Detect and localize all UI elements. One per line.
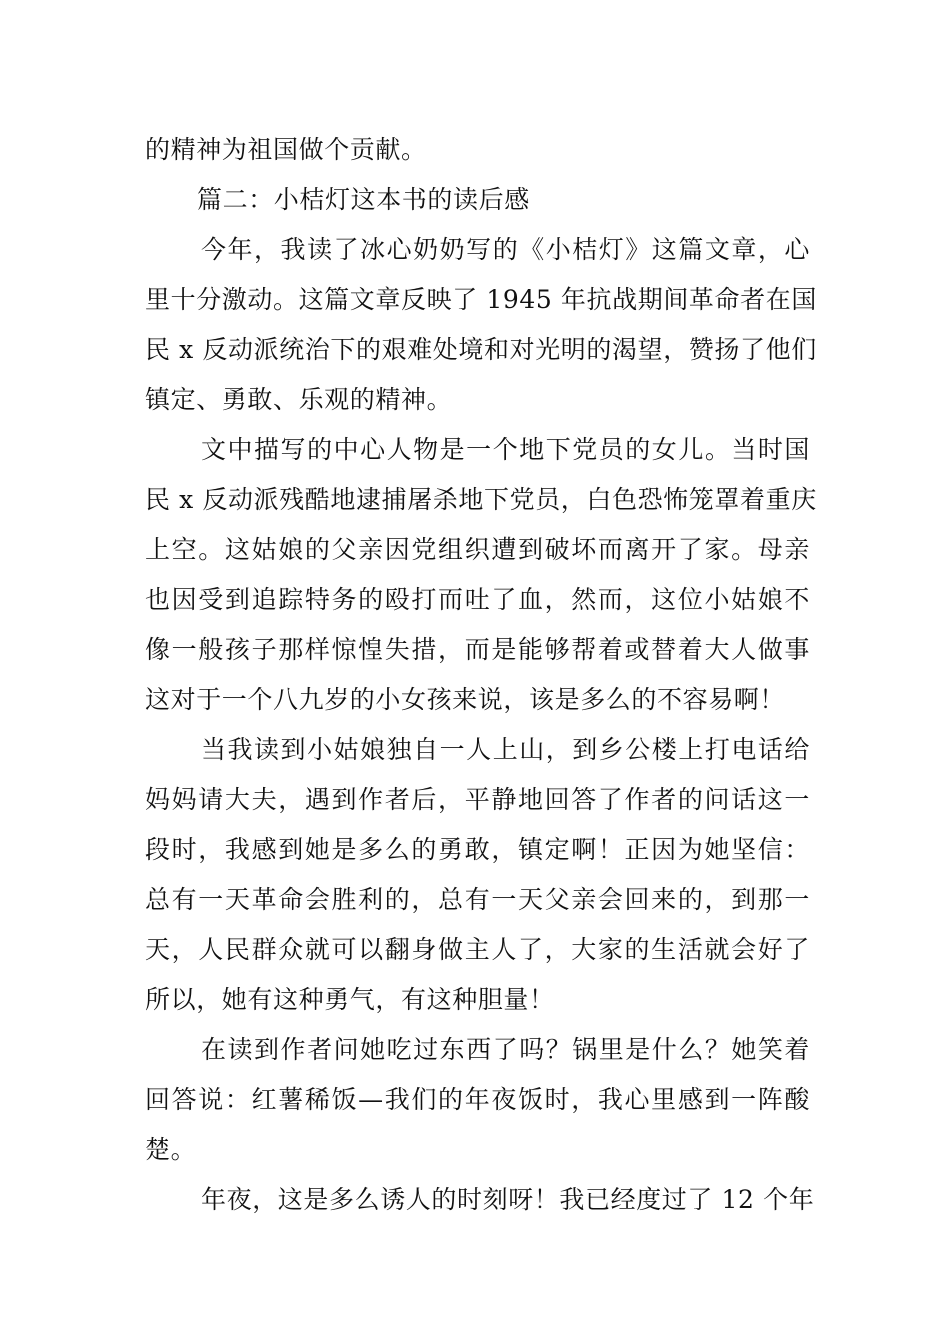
text-line: 文中描写的中心人物是一个地下党员的女儿。当时国 [201, 435, 810, 464]
text-line: 天，人民群众就可以翻身做主人了，大家的生活就会好了 [145, 935, 810, 964]
text-line: 像一般孩子那样惊惶失措，而是能够帮着或替着大人做事 [145, 635, 810, 664]
text-line: 里十分激动。这篇文章反映了 1945 年抗战期间革命者在国 [145, 285, 817, 314]
text-line: 回答说：红薯稀饭—我们的年夜饭时，我心里感到一阵酸 [145, 1085, 810, 1114]
text-line: 楚。 [145, 1135, 197, 1164]
text-line: 妈妈请大夫，遇到作者后，平静地回答了作者的问话这一 [145, 785, 810, 814]
text-line: 段时，我感到她是多么的勇敢，镇定啊！正因为她坚信： [145, 835, 810, 864]
text-line: 也因受到追踪特务的殴打而吐了血，然而，这位小姑娘不 [145, 585, 810, 614]
text-line: 这对于一个八九岁的小女孩来说，该是多么的不容易啊！ [145, 685, 786, 714]
text-line: 今年，我读了冰心奶奶写的《小桔灯》这篇文章，心 [201, 235, 810, 264]
text-line: 民 x 反动派统治下的艰难处境和对光明的渴望，赞扬了他们 [145, 335, 817, 364]
text-line: 在读到作者问她吃过东西了吗？锅里是什么？她笑着 [201, 1035, 810, 1064]
text-line: 年夜，这是多么诱人的时刻呀！我已经度过了 12 个年 [201, 1185, 815, 1214]
text-line: 民 x 反动派残酷地逮捕屠杀地下党员，白色恐怖笼罩着重庆 [145, 485, 817, 514]
text-line: 镇定、勇敢、乐观的精神。 [145, 385, 453, 414]
text-line: 当我读到小姑娘独自一人上山，到乡公楼上打电话给 [201, 735, 810, 764]
text-line: 所以，她有这种勇气，有这种胆量！ [145, 985, 555, 1014]
text-line: 总有一天革命会胜利的，总有一天父亲会回来的，到那一 [145, 885, 810, 914]
text-line: 上空。这姑娘的父亲因党组织遭到破坏而离开了家。母亲 [145, 535, 810, 564]
section-heading: 篇二：小桔灯这本书的读后感 [197, 185, 530, 214]
text-line: 的精神为祖国做个贡献。 [145, 135, 427, 164]
